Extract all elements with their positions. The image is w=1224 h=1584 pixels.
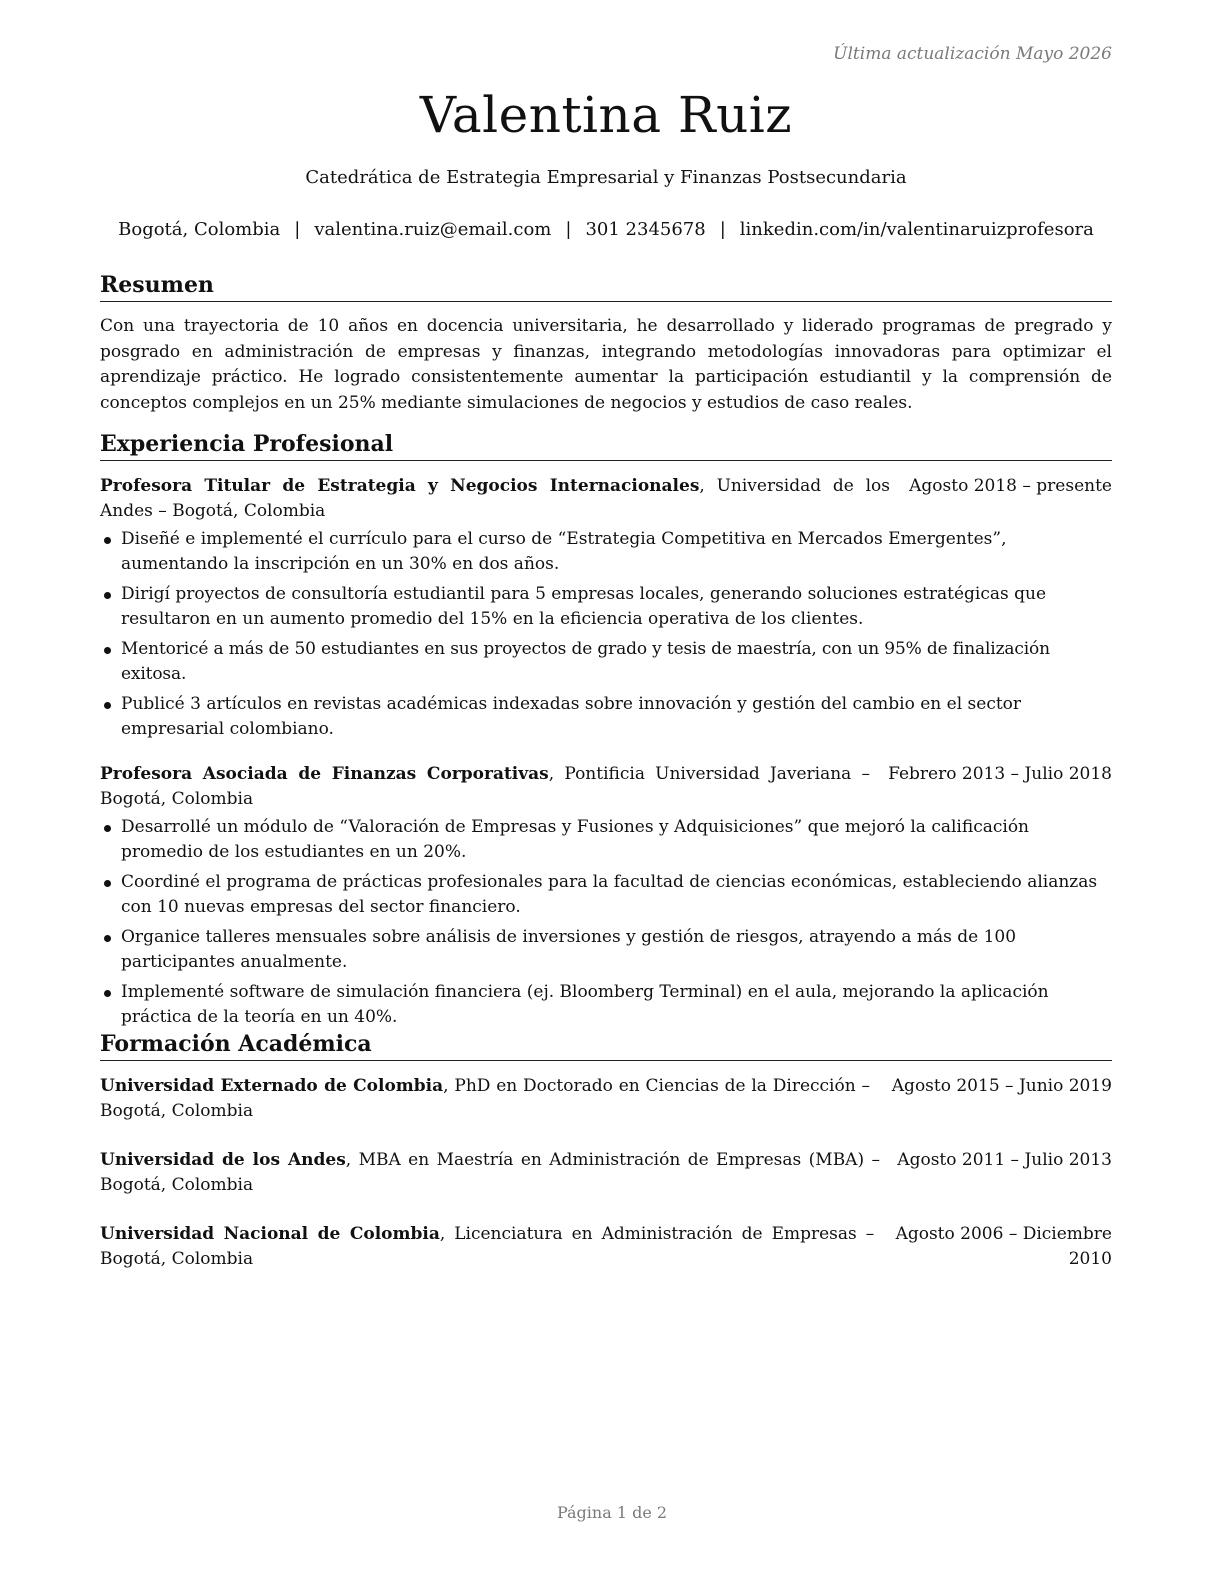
job-bullet: Diseñé e implementé el currículo para el curso de “Estrategia Competitiva en Mercados Emergentes”, aumentando la inscripción en un 30% en dos años.: [100, 527, 1112, 577]
experience-section: [100, 429, 1112, 1035]
contact-linkedin[interactable]: linkedin.com/in/valentinaruizprofesora: [739, 219, 1094, 240]
summary-text: Con una trayectoria de 10 años en docencia universitaria, he desarrollado y liderado programas de pregrado y posgrado en administración de empresas y finanzas, integrando metodologías innovadoras para optimizar el aprendizaje práctico. He logrado consistentemente aumentar la participación estudiantil y la comprensión de conceptos complejos en un 25% mediante simulaciones de negocios y estudios de caso reales.: [100, 316, 1112, 413]
candidate-name: Valentina Ruiz: [419, 86, 793, 144]
job-bullet: Coordiné el programa de prácticas profesionales para la facultad de ciencias económicas, estableciendo alianzas con 10 nuevas empresas del sector financiero.: [100, 870, 1112, 920]
education-entry: [100, 1148, 1112, 1198]
education-school: Universidad Nacional de Colombia: [100, 1224, 440, 1244]
job-bullet: Mentoricé a más de 50 estudiantes en sus proyectos de grado y tesis de maestría, con un 95% de finalización exitosa.: [100, 637, 1112, 687]
job-dates: Agosto 2018 – presente: [909, 476, 1112, 496]
page-number: Página 1 de 2: [556, 1503, 668, 1522]
job-bullets: [100, 815, 1112, 1030]
education-degree: , MBA en Maestría en Administración de Empresas (MBA) – Bogotá, Colombia: [100, 1150, 880, 1195]
contact-phone: 301 2345678: [585, 219, 706, 240]
job-place: , Universidad de los Andes – Bogotá, Colombia: [100, 476, 890, 521]
contact-separator: |: [719, 219, 726, 240]
education-school: Universidad de los Andes: [100, 1150, 346, 1170]
education-degree: , PhD en Doctorado en Ciencias de la Dirección – Bogotá, Colombia: [100, 1076, 871, 1121]
candidate-title: Catedrática de Estrategia Empresarial y Finanzas Postsecundaria: [305, 167, 907, 188]
job-entry: [100, 762, 1112, 1030]
job-bullets: [100, 527, 1112, 742]
education-degree: , Licenciatura en Administración de Empresas – Bogotá, Colombia: [100, 1224, 875, 1269]
job-role: Profesora Titular de Estrategia y Negocios Internacionales: [100, 476, 700, 496]
summary-heading: Resumen: [100, 270, 1112, 302]
job-entry: [100, 474, 1112, 742]
contact-email[interactable]: valentina.ruiz@email.com: [314, 219, 552, 240]
job-role: Profesora Asociada de Finanzas Corporativas: [100, 764, 549, 784]
education-section: [100, 1029, 1112, 1272]
job-bullet: Dirigí proyectos de consultoría estudiantil para 5 empresas locales, generando soluciones estratégicas que resultaron en un aumento promedio del 15% en la eficiencia operativa de los clientes.: [100, 582, 1112, 632]
education-heading: Formación Académica: [100, 1029, 1112, 1061]
contact-separator: |: [565, 219, 572, 240]
education-dates: Agosto 2015 – Junio 2019: [891, 1076, 1112, 1096]
education-entry: [100, 1074, 1112, 1124]
job-bullet: Implementé software de simulación financiera (ej. Bloomberg Terminal) en el aula, mejorando la aplicación práctica de la teoría en un 40%.: [100, 980, 1112, 1030]
summary-section: [100, 270, 1112, 416]
job-bullet: Publicé 3 artículos en revistas académicas indexadas sobre innovación y gestión del cambio en el sector empresarial colombiano.: [100, 692, 1112, 742]
contact-separator: |: [294, 219, 301, 240]
education-dates: Agosto 2011 – Julio 2013: [897, 1150, 1112, 1170]
education-dates: Agosto 2006 – Diciembre 2010: [895, 1224, 1112, 1269]
contact-location: Bogotá, Colombia: [118, 219, 281, 240]
job-place: , Pontificia Universidad Javeriana – Bogotá, Colombia: [100, 764, 870, 809]
education-school: Universidad Externado de Colombia: [100, 1076, 444, 1096]
contact-line: [100, 219, 1112, 240]
job-bullet: Organice talleres mensuales sobre análisis de inversiones y gestión de riesgos, atrayendo a más de 100 participantes anualmente.: [100, 925, 1112, 975]
last-updated: Última actualización Mayo 2026: [833, 44, 1112, 64]
job-dates: Febrero 2013 – Julio 2018: [888, 764, 1112, 784]
job-bullet: Desarrollé un módulo de “Valoración de Empresas y Fusiones y Adquisiciones” que mejoró la calificación promedio de los estudiantes en un 20%.: [100, 815, 1112, 865]
education-entry: [100, 1222, 1112, 1272]
experience-heading: Experiencia Profesional: [100, 429, 1112, 461]
